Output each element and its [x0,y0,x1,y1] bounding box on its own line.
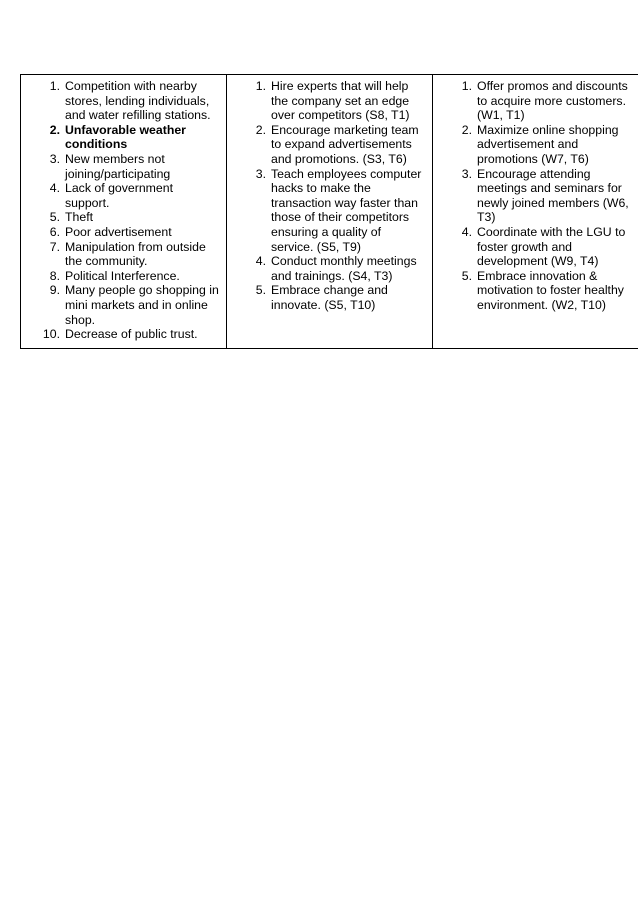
st-strategies-list [227,79,426,313]
item-number: 8. [49,268,60,283]
item-text: Maximize online shopping advertisement and promotions (W7, T6) [477,122,619,166]
item-text: Coordinate with the LGU to foster growth and development (W9, T4) [477,224,626,269]
item-number: 7. [49,239,60,254]
item-number: 3. [255,166,266,181]
item-text: New members not joining/participating [65,151,171,181]
st-strategies-cell [227,75,433,349]
item-text: Offer promos and discounts to acquire more customers. (W1, T1) [477,79,628,123]
list-item [433,225,633,269]
list-item [21,181,220,210]
item-number: 9. [49,283,60,298]
item-number: 5. [49,210,60,225]
item-text: Unfavorable weather conditions [65,122,186,152]
item-number: 10. [42,327,60,342]
item-text: Encourage marketing team to expand advertisements and promotions. (S3, T6) [271,122,419,166]
threats-cell [21,75,227,349]
item-number: 1. [49,79,60,93]
list-item [227,254,426,283]
list-item [21,225,220,240]
item-text: Decrease of public trust. [65,327,198,342]
list-item [227,123,426,167]
item-text: Conduct monthly meetings and trainings. (S4, T3) [271,254,417,283]
list-item [21,240,220,269]
item-number: 3. [461,166,472,181]
wt-strategies-list [433,79,633,313]
item-number: 4. [461,224,472,239]
item-number: 3. [49,151,60,166]
item-text: Political Interference. [65,268,180,283]
list-item [433,123,633,167]
item-number: 5. [461,268,472,283]
item-text: Teach employees computer hacks to make the transaction way faster than those of their competitors ensuring a quality of service. (S5, T9) [271,166,422,254]
item-number: 2. [255,122,266,137]
item-number: 2. [49,122,60,137]
threats-list [21,79,220,342]
list-item [21,269,220,284]
list-item [227,167,426,255]
list-item [21,79,220,123]
item-text: Hire experts that will help the company set an edge over competitors (S8, T1) [271,79,410,123]
item-text: Competition with nearby stores, lending individuals, and water refilling stations. [65,79,211,123]
item-text: Many people go shopping in mini markets and in online shop. [65,283,219,327]
item-text: Embrace innovation & motivation to foster healthy environment. (W2, T10) [477,268,624,312]
item-number: 1. [255,79,266,93]
list-item [21,210,220,225]
item-number: 2. [461,122,472,137]
item-text: Theft [65,210,94,225]
item-number: 4. [49,181,60,196]
item-text: Encourage attending meetings and seminars for newly joined members (W6, T3) [477,166,629,225]
item-text: Embrace change and innovate. (S5, T10) [271,283,388,312]
item-number: 5. [255,283,266,298]
list-item [227,79,426,123]
list-item [227,283,426,312]
list-item [21,283,220,327]
list-item [433,269,633,313]
item-text: Lack of government support. [65,181,174,210]
item-number: 1. [461,79,472,93]
item-number: 4. [255,254,266,269]
item-text: Manipulation from outside the community. [65,239,206,269]
item-number: 6. [49,224,60,239]
list-item [433,79,633,123]
item-text: Poor advertisement [65,224,172,239]
list-item [21,327,220,342]
strategy-table [20,74,638,349]
wt-strategies-cell [433,75,638,349]
list-item [21,123,220,152]
list-item [21,152,220,181]
table-row [21,75,638,349]
list-item [433,167,633,225]
